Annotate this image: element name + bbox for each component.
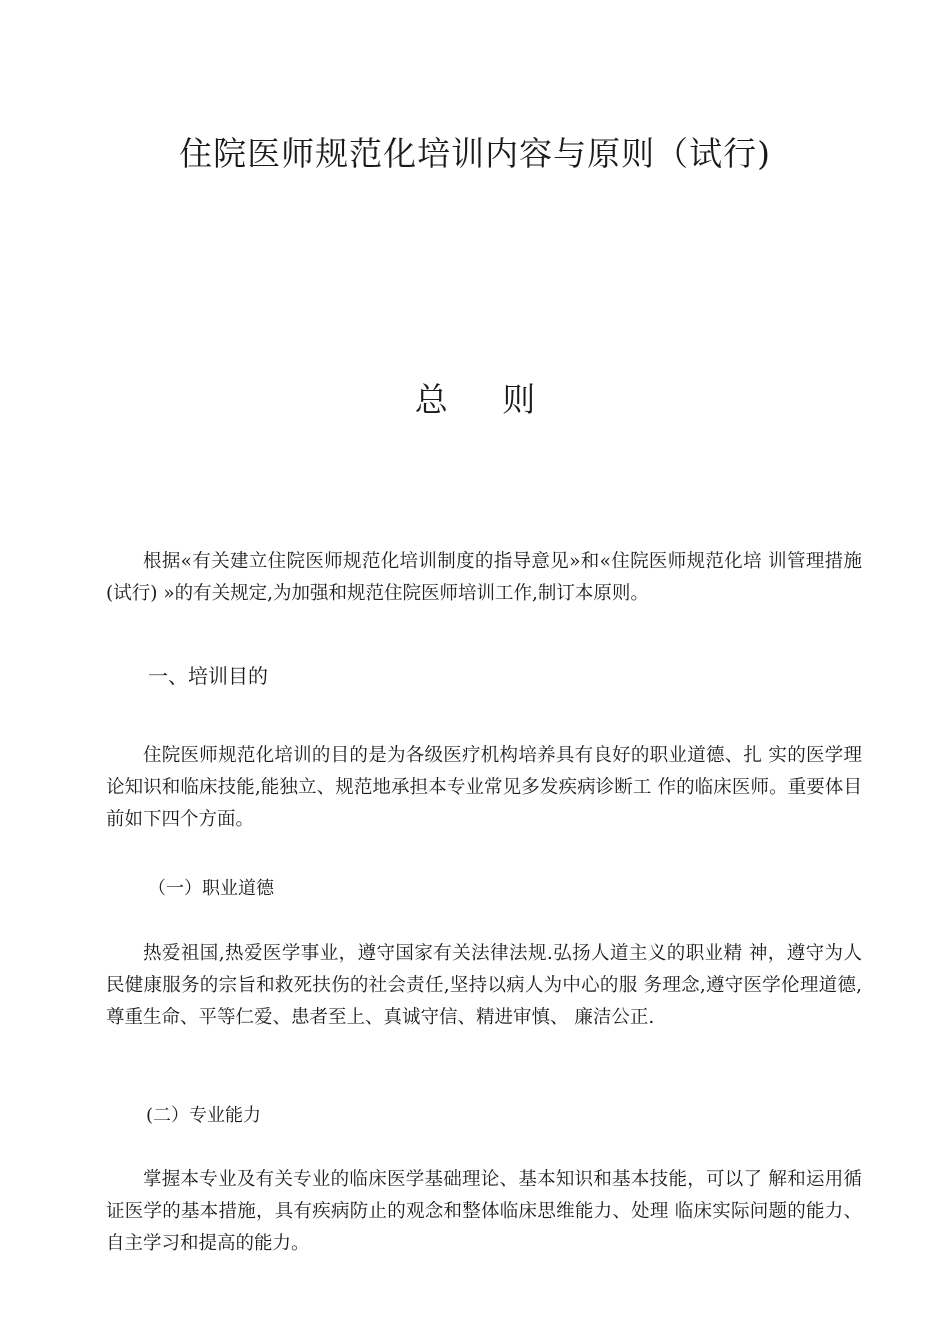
ability-paragraph: 掌握本专业及有关专业的临床医学基础理论、基本知识和基本技能，可以了 解和运用循证医学的基本措施，具有疾病防止的观念和整体临床思维能力、处理 临床实际问题的能力、自主学习和提高的能力。 [106,1169,862,1254]
document-title: 住院医师规范化培训内容与原则（试行) [179,134,771,173]
subheading-professional-ethics: （一）职业道德 [148,878,274,899]
section-title: 总 则 [414,380,558,419]
purpose-paragraph: 住院医师规范化培训的目的是为各级医疗机构培养具有良好的职业道德、扎 实的医学理论知识和临床技能,能独立、规范地承担本专业常见多发疾病诊断工 作的临床医师。重要体目前如下四个方面。 [106,745,862,830]
heading-training-purpose: 一、培训目的 [148,664,268,688]
subheading-professional-ability: (二）专业能力 [146,1105,262,1126]
ethics-paragraph: 热爱祖国,热爱医学事业，遵守国家有关法律法规.弘扬人道主义的职业精 神，遵守为人民健康服务的宗旨和救死扶伤的社会责任,坚持以病人为中心的服 务理念,遵守医学伦理道德,尊重生命、平等仁爱、患者至上、真诚守信、精进审慎、 廉洁公正. [106,943,862,1028]
intro-paragraph: 根据«有关建立住院医师规范化培训制度的指导意见»和«住院医师规范化培 训管理措施(试行) »的有关规定,为加强和规范住院医师培训工作,制订本原则。 [106,551,862,604]
